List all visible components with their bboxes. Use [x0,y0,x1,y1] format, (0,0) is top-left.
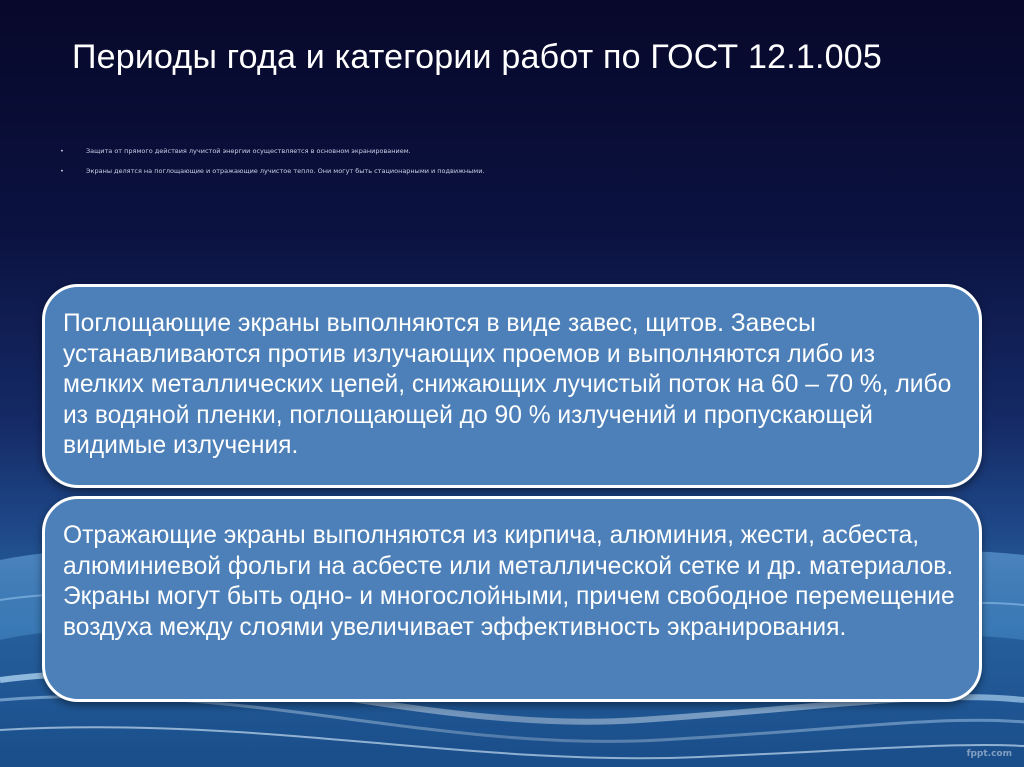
card-text: Поглощающие экраны выполняются в виде завес, щитов. Завесы устанавливаются против излучающих проемов и выполняются либо из мелких металлических цепей, снижающих лучистый поток на 60 – 70 %, либо из водяной пленки, поглощающей до 90 % излучений и пропускающей видимые излучения. [63,310,952,459]
card-text: Отражающие экраны выполняются из кирпича, алюминия, жести, асбеста, алюминиевой фольги на асбесте или металлической сетке и др. материалов. Экраны могут быть одно- и многослойными, причем свободное перемещение воздуха между слоями увеличивает эффективность экранирования. [63,522,955,641]
bullet-item [60,146,960,156]
bullet-text: Экраны делятся на поглощающие и отражающие лучистое тепло. Они могут быть стационарными и подвижными. [86,167,485,175]
reflecting-screens-card [42,496,982,702]
bullet-item [60,166,960,176]
bullet-dot-icon: • [60,167,64,175]
bullet-list [60,146,960,186]
slide-title: Периоды года и категории работ по ГОСТ 12.1.005 [72,38,882,76]
bullet-dot-icon: • [60,147,64,155]
absorbing-screens-card [42,284,982,488]
bullet-text: Защита от прямого действия лучистой энергии осуществляется в основном экранированием. [86,147,411,155]
watermark-logo: fppt.com [966,749,1012,759]
